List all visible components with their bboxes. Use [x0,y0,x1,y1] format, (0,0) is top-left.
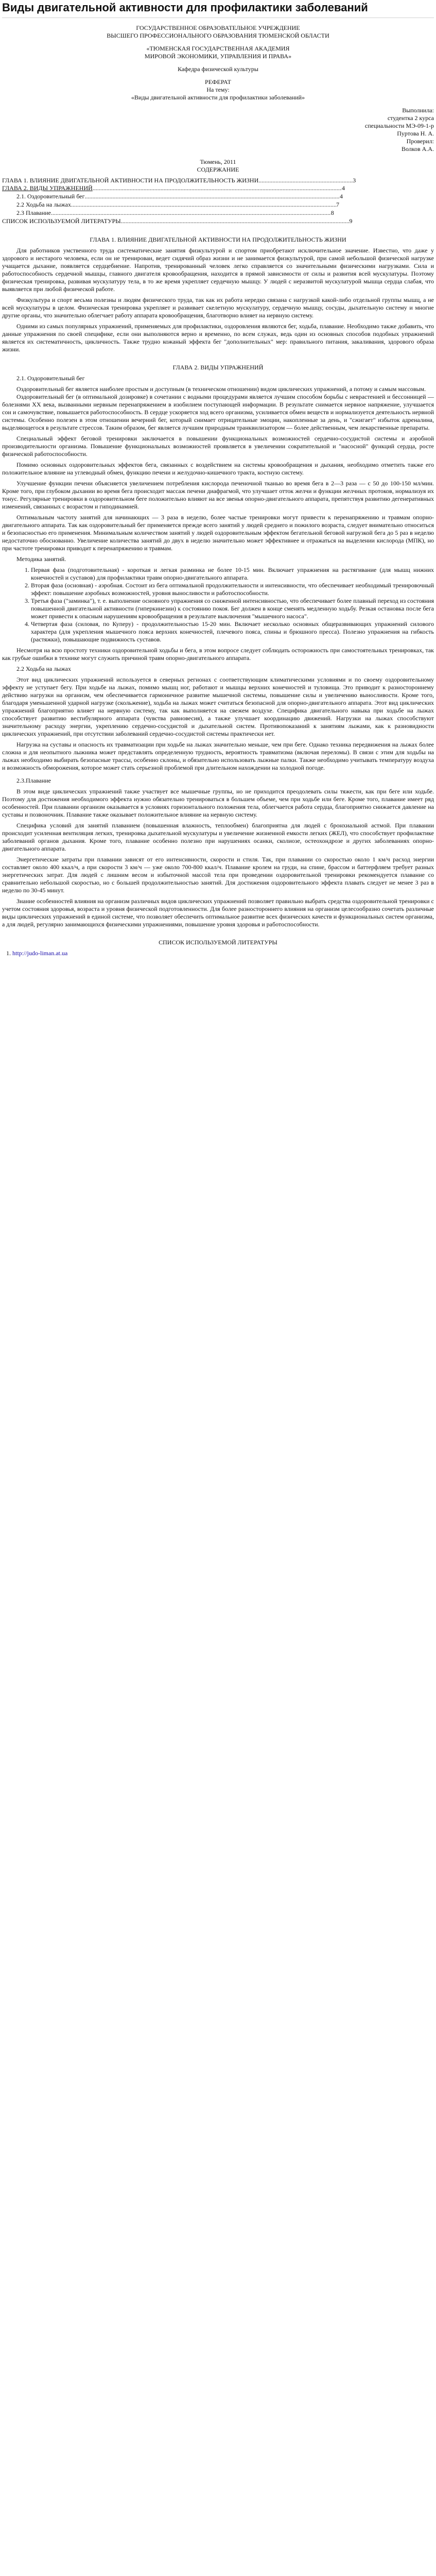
chapter2-heading: ГЛАВА 2. ВИДЫ УПРАЖНЕНИЙ [172,364,264,371]
toc-item[interactable] [2,217,434,226]
chapter1-paragraph: Одними из самых популярных упражнений, применяемых для профилактики, оздоровления являются бег, ходьба, плавание. Необходимо также добавить, что данные упражнения по своей специфике, если они выполняются верно и временно, по всем служах, ведь один из основных способов подобных упражнений является их систематичность, цикличность. Также трудно кожаный эффекта бег "дополнительных" мер: правильного питания, закаливания, здорового образа жизни. [2,323,434,353]
table-of-contents [2,177,434,226]
student-specialty: специальности МЭ-09-1-р [364,122,434,129]
page-title: Виды двигательной активности для профилактики заболеваний [2,1,368,14]
toc-item-dots [71,201,336,209]
toc-item-text: 2.3 Плавание [16,209,51,216]
methods-item: 2. Вторая фаза (основная) - аэробная. Состоит из бега оптимальной продолжительности и интенсивности, что обеспечивает необходимый тренировочный эффект: повышение аэробных возможностей, уровня выносливости и работоспособности. [31,582,434,597]
academy-line-2: МИРОВОЙ ЭКОНОМИКИ, УПРАВЛЕНИЯ И ПРАВА» [144,53,292,60]
section-2-1-paragraph: Оздоровительный бег является наиболее простым и доступным (в техническом отношении) видом циклических упражнений, а потому и самым массовым. [16,385,426,393]
education-line: ВЫСШЕГО ПРОФЕССИОНАЛЬНОГО ОБРАЗОВАНИЯ ТЮМЕНСКОЙ ОБЛАСТИ [107,32,329,39]
methods-item: 3. Третья фаза ("заминка"), т. е. выполнение основного упражнения со сниженной интенсивностью, что обеспечивает более плавный переход из состояния повышенной двигательной активности (гиперкинезии) к состоянию покоя. Бег должен в конце сменять медленную ходьбу. Резкая остановка после бега может привести к опасным нарушениям кровообращения в результате выключения "мышечного насоса". [31,597,434,620]
student-course: студентка 2 курса [387,114,434,122]
section-2-3-paragraph: Энергетические затраты при плавании зависят от его интенсивности, скорости и стиля. Так, при плавании со скоростью около 1 км/ч расход энергии составляет около 400 ккал/ч, а при скорости 3 км/ч — уже около 700-800 ккал/ч. Плавание кролем на груди, на спине, брассом и баттерфляем требует разных энергетических затрат. Для людей с лишним весом и избыточной массой тела при проведении оздоровительной тренировки рекомендуется плавание со сравнительно небольшой скоростью, но с большей продолжительностью занятий. Для достижения оздоровительного эффекта плавать следует не менее 3 раз в неделю по 30-45 минут. [2,856,434,894]
department-line: Кафедра физической культуры [178,65,258,73]
methods-list [2,566,434,643]
reference-link[interactable]: http://judo-liman.at.ua [12,950,68,957]
toc-item-text: ГЛАВА 1. ВЛИЯНИЕ ДВИГАТЕЛЬНОЙ АКТИВНОСТИ НА ПРОДОЛЖИТЕЛЬНОСТЬ ЖИЗНИ [2,177,259,184]
chapter1-paragraph: Физкультура и спорт весьма полезны и людям физического труда, так как их работа нередко связана с нагрузкой какой-либо отдельной группы мышц, а не всей мускулатуры в целом. Физическая тренировка укрепляет и развивает скелетную мускулатуру, сердечную мышцу, сосуды, дыхательную систему и многие другие органы, что значительно облегчает работу аппарата кровообращения, благотворно влияет на нервную систему. [2,296,434,319]
section-2-3-heading: 2.3.Плавание [16,777,51,784]
teacher-name: Волков А.А. [401,145,434,152]
toc-item-page: 8 [330,209,334,216]
methods-after-paragraph: Несмотря на всю простоту техники оздоровительной ходьбы и бега, в этом вопросе следует соблюдать осторожность при самостоятельных тренировках, так как грубые ошибки в технике могут служить причиной травм опорно-двигательного аппарата. [2,647,434,662]
checked-label: Проверил: [406,138,434,145]
toc-item[interactable] [2,177,434,184]
city-year: Тюмень, 2011 [200,158,236,165]
references-list [2,950,434,957]
done-label: Выполнила: [402,107,434,114]
toc-item-dots [51,209,331,217]
toc-item-text: 2.1. Оздоровительный бег [16,193,85,200]
toc-item-text: 2.2 Ходьба на лыжах [16,201,71,208]
topic-line: «Виды двигательной активности для профилактики заболеваний» [131,94,305,101]
section-2-1-heading: 2.1. Оздоровительный бег [16,375,85,382]
section-2-1-paragraph: Оптимальным частоту занятий для начинающих — 3 раза в неделю, более частые тренировки могут привести к перенапряжению и травмам опорно-двигательного аппарата. Так как оздоровительный бег применяется прежде всего занятий у людей среднего и пожилого возраста, следует внимательно относиться и безопасностью его применения. Минимальным количеством занятий у людей оздоровительным эффектом бегательной беговой нагрузкой бега до 5 раз в неделю недостаточно обоснованно. Увеличение количества занятий до двух в неделю значительно может эффективнее и отражаться на выделении кислорода (МПК), но при частоте тренировки приводит к перенапряжению и травмам. [2,514,434,552]
section-2-3-paragraph: Специфика условий для занятий плаванием (повышенная влажность, теплообмен) благоприятна для людей с бронхиальной астмой. При плавании происходит усиленная вентиляция легких, тренировка дыхательной мускулатуры и увеличение жизненной емкости легких (ЖЕЛ), что способствует профилактике заболеваний органов дыхания. Кроме того, плавание особенно полезно при нарушениях осанки, сколиозе, остеохондрозе и других заболеваниях опорно-двигательного аппарата. [2,822,434,852]
section-2-1-paragraph: Помимо основных оздоровительных эффектов бега, связанных с воздействием на системы кровообращения и дыхания, необходимо отметить также его положительное влияние на углеводный обмен, функцию печени и желудочно-кишечного тракта, костную систему. [2,461,434,476]
ministry-line: ГОСУДАРСТВЕННОЕ ОБРАЗОВАТЕЛЬНОЕ УЧРЕЖДЕНИЕ [136,24,300,31]
student-name: Пуртова Н. А. [397,130,434,137]
chapter1-heading: ГЛАВА 1. ВЛИЯНИЕ ДВИГАТЕЛЬНОЙ АКТИВНОСТИ НА ПРОДОЛЖИТЕЛЬНОСТЬ ЖИЗНИ [90,236,346,243]
toc-item[interactable] [2,209,434,217]
reference-item [6,950,434,957]
toc-item-dots [85,193,340,201]
academy-line-1: «ТЮМЕНСКАЯ ГОСУДАРСТВЕННАЯ АКАДЕМИЯ [146,45,290,52]
toc-item-page: 4 [340,193,343,200]
section-2-2-heading: 2.2 Ходьба на лыжах [16,665,71,672]
methods-item: 4. Четвертая фаза (силовая, по Куперу) - продолжительностью 15-20 мин. Включает несколько основных общеразвивающих упражнений силового характера (для укрепления мышечного пояса верхних конечностей, плечевого пояса, спины и брюшного пресса). Полезно упражнения на гибкость (растяжки), повышающие подвижность суставов. [31,620,434,643]
toc-item-page: 7 [336,201,340,208]
toc-heading: СОДЕРЖАНИЕ [197,166,239,173]
toc-item-dots [121,217,350,226]
toc-item[interactable] [2,193,434,201]
references-heading: СПИСОК ИСПОЛЬЗУЕМОЙ ЛИТЕРАТУРЫ [159,939,277,946]
section-2-1-paragraph: Оздоровительный бег (в оптимальной дозировке) в сочетании с водными процедурами является лучшим способом борьбы с неврастенией и бессонницей — болезнями XX века, вызванными нервным перенапряжением в изобилием поступающей информации. В результате снимается нервное напряжение, улучшается сон и самочувствие, повышается работоспособность. В сердце ускоряется ход всего организма, усиливается обмен веществ и нормализуется деятельность нервной системы. Особенно полезен в этом отношении вечерний бег, который снимает отрицательные эмоции, накопленные за день, и "сжигает" избыток адреналина, выделяющегося в результате стрессов. Таким образом, бег является лучшим природным транквилизатором — более действенным, чем лекарственные препараты. [2,393,434,431]
chapter1-paragraph: Для работников умственного труда систематические занятия физкультурой и спортом приобретают исключительное значение. Известно, что даже у здорового и нестарого человека, если он не тренирован, ведет сидячий образ жизни и не занимается физкультурой, при самой небольшой физической нагрузке учащается дыхание, появляется сердцебиение. Напротив, тренированный человек легко справляется со значительными физическими нагрузками. Сила и работоспособность сердечной мышцы, главного двигателя кровообращения, находится в прямой зависимости от силы и развития всей мускулатуры. Поэтому физическая тренировка, развивая мускулатуру тела, в то же время укрепляет сердечную мышцу. У людей с неразвитой мускулатурой мышца сердца слабая, что выявляется при любой физической работе. [2,247,434,293]
topic-label: На тему: [206,86,230,93]
section-2-2-paragraph: Этот вид циклических упражнений используется в северных регионах с соответствующим климатическими условиями и по своему оздоровительному эффекту не уступает бегу. При ходьбе на лыжах, помимо мышц ног, работают и мышцы верхних конечностей и туловища. Это приводит к разностороннему действию нагрузки на организм, чем обеспечивается гармоничное развитие мышечной системы, повышение силы и увеличению выносливости. Кроме того, благодаря уменьшенной ударной нагрузке (скольжение), ходьба на лыжах может считаться безопасной для опорно-двигательного аппарата. Этот вид циклических упражнений благоприятно влияет на нервную систему, так как выполняется на свежем воздухе. Специфика двигательного навыка при ходьбе на лыжах способствует развитию вестибулярного аппарата (чувства равновесия), а также улучшает координацию движений. Нагрузки на лыжах способствуют значительному расходу энергии, укреплению сердечно-сосудистой и дыхательной систем. Противопоказаний к занятиям лыжами, как к разновидности циклических упражнений, при отсутствии заболеваний сердечно-сосудистой системы практически нет. [2,676,434,737]
section-2-1-paragraph: Специальный эффект беговой тренировки заключается в повышении функциональных возможностей сердечно-сосудистой системы и аэробной производительности организма. Повышение функциональных возможностей проявляется в увеличении сократительной и "насосной" функций сердца, росте физической работоспособности. [2,435,434,457]
toc-item-text: СПИСОК ИСПОЛЬЗУЕМОЙ ЛИТЕРАТУРЫ [2,217,121,225]
toc-item-dots [93,184,342,193]
methods-heading: Методика занятий. [16,555,66,563]
toc-item-page: 4 [342,184,345,192]
document-body [2,24,434,957]
section-2-3-paragraph: Знание особенностей влияния на организм различных видов циклических упражнений позволяет правильно выбрать средства оздоровительной тренировки с учетом состояния здоровья, возраста и уровня физической подготовленности. Для более разностороннего влияния на организм целесообразно сочетать различные виды циклических упражнений в единой системе, что позволяет обеспечить оптимальное развитие всех физических качеств и функциональных систем организма, а для людей, регулярно занимающихся физическими упражнениями, повышение уровня здоровья и работоспособности. [2,897,434,928]
document-page [0,0,436,970]
toc-item[interactable] [2,184,434,193]
toc-item-page: 9 [349,217,353,225]
toc-item-text: ГЛАВА 2. ВИДЫ УПРАЖНЕНИЙ [2,184,93,192]
doc-type-line: РЕФЕРАТ [205,78,231,86]
section-2-2-paragraph: Нагрузка на суставы и опасность их травматизации при ходьбе на лыжах значительно меньше, чем при беге. Однако техника передвижения на лыжах более сложна и для неопытного лыжника может представлять определенную трудность, вероятность травматизма (включая переломы). В связи с этим для ходьбы на лыжах необходимо выбирать безопасные трассы, особенно склоны, и обязательно использовать лыжные палки. Также необходимо учитывать температуру воздуха и возможность обморожения, которое может стать серьезной проблемой при длительном нахождении на холодной погоде. [2,741,434,771]
toc-item-dots: ............................................................. [258,177,353,184]
section-2-3-paragraph: В этом виде циклических упражнений также участвует все мышечные группы, но не приходится преодолевать силы тяжести, как при беге или ходьбе. Поэтому для достижения необходимого эффекта нужно обязательно тренироваться в большем объеме, чем при ходьбе или беге. Кроме того, плавание имеет ряд особенностей. При плавании организм оказывается в условиях горизонтального положения тела, облегчается работа сердца, благоприятно снижается давление на суставы и позвоночник. Плавание также оказывает положительное влияние на нервную систему. [2,788,434,818]
toc-item-page: 3 [353,177,356,184]
reference-number: 1. [6,950,11,957]
methods-item: 1. Первая фаза (подготовительная) - короткая и легкая разминка не более 10-15 мин. Включает упражнения на растягивание (для мышц нижних конечностей и суставов) для профилактики травм опорно-двигательного аппарата. [31,566,434,582]
toc-item[interactable] [2,201,434,209]
section-2-1-paragraph: Улучшение функции печени объясняется увеличением потребления кислорода печеночной тканью во время бега в 2—3 раза — с 50 до 100-150 мл/мин. Кроме того, при глубоком дыхании во время бега происходит массаж печени диафрагмой, что улучшает отток желчи и функции желчных протоков, нормализуя их тонус. Регулярные тренировки в оздоровительном беге положительно влияют на все звенья опорно-двигательного аппарата, препятствуя развитию дегенеративных изменений, связанных с возрастом и гиподинамией. [2,480,434,510]
